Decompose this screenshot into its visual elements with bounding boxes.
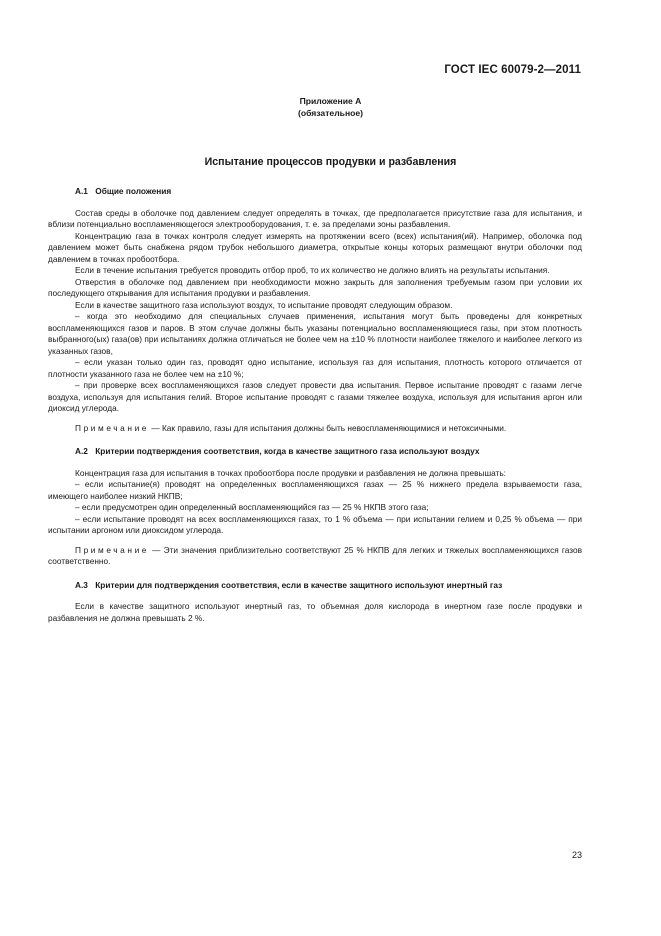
section-number: А.2 <box>75 446 88 456</box>
document-title: Испытание процессов продувки и разбавления <box>204 156 457 168</box>
paragraph: Концентрацию газа в точках контроля следует измерять на протяжении всего (всех) испытания(ий). Например, оболочка под давлением может быть снабжена рядом трубок небольшого диаметра, открытые концы которых размещают внутри оболочки под давлением в точках пробоотбора. <box>48 230 582 264</box>
paragraph: Отверстия в оболочке под давлением при необходимости можно закрыть для заполнения требуемым газом при условии их последующего открывания для испытания продувки и разбавления. <box>48 276 582 298</box>
standard-code: ГОСТ IEC 60079-2—2011 <box>444 64 581 76</box>
section-title: Критерии подтверждения соответствия, когда в качестве защитного газа используют воздух <box>95 446 480 456</box>
section-number: А.3 <box>75 579 88 590</box>
annex-title: Приложение А <box>299 96 362 106</box>
note <box>48 545 582 568</box>
list-item: – когда это необходимо для специальных случаев применения, испытания могут быть проведены для конкретных воспламеняющихся газов и паров. В этом случае должны быть указаны потенциально воспламеняющиеся газы, при этом плотность выбранного(ых) газа(ов) при испытаниях должна отличаться не более чем на ±10 % плотности наиболее тяжелого и наиболее легкого из указанных газов, <box>48 311 582 356</box>
note <box>48 423 582 435</box>
paragraph: Если в качестве защитного используют инертный газ, то объемная доля кислорода в инертном газе после продувки и разбавления не должна превышать 2 %. <box>48 601 582 623</box>
list-item: – если испытание(я) проводят на определенных воспламеняющихся газах — 25 % нижнего предела взрываемости газа, имеющего наиболее низкий НКПВ; <box>48 479 582 501</box>
section-title: Общие положения <box>95 186 172 196</box>
section-title: Критерии для подтверждения соответствия, если в качестве защитного используют инертный газ <box>95 579 503 590</box>
list-item: – при проверке всех воспламеняющихся газов следует провести два испытания. Первое испытание проводят с газами легче воздуха, используя для испытания гелий. Второе испытание проводят с газами тяжелее воздуха, используя для испытания аргон или диоксид углерода. <box>48 380 582 413</box>
section-heading <box>48 446 582 458</box>
list-item: – если испытание проводят на всех воспламеняющихся газах, то 1 % объема — при испытании гелием и 0,25 % объема — при испытании аргоном или диоксидом углерода. <box>48 513 582 535</box>
paragraph: Концентрация газа для испытания в точках пробоотбора после продувки и разбавления не должна превышать: <box>75 467 506 478</box>
list-item: – если указан только один газ, проводят одно испытание, используя газ для испытания, плотность которого отличается от плотности указанного газа не более чем на ±10 %; <box>48 357 582 379</box>
note-label: Примечание <box>75 422 150 433</box>
document-body <box>48 186 582 624</box>
annex-status: (обязательное) <box>297 108 364 118</box>
note-text: — Эти значения приблизительно соответствуют 25 % НКПВ для легких и тяжелых воспламеняющихся газов соответственно. <box>48 544 582 566</box>
note-label: Примечание <box>75 544 150 555</box>
list-item: – если предусмотрен один определенный воспламеняющийся газ — 25 % НКПВ этого газа; <box>75 502 429 512</box>
page-number: 23 <box>571 850 582 860</box>
paragraph: Состав среды в оболочке под давлением следует определять в точках, где предполагается присутствие газа для испытания, и вблизи потенциально воспламеняющегося электрооборудования, т. е. за пределами зоны разбавления. <box>48 207 582 229</box>
section-heading <box>48 580 582 592</box>
paragraph: Если в течение испытания требуется проводить отбор проб, то их количество не должно влиять на результаты испытания. <box>75 265 550 275</box>
section-number: А.1 <box>75 186 88 196</box>
paragraph: Если в качестве защитного газа используют воздух, то испытание проводят следующим образом. <box>75 299 453 310</box>
section-heading <box>48 186 582 198</box>
note-text: — Как правило, газы для испытания должны быть невоспламеняющимися и нетоксичными. <box>149 422 507 433</box>
